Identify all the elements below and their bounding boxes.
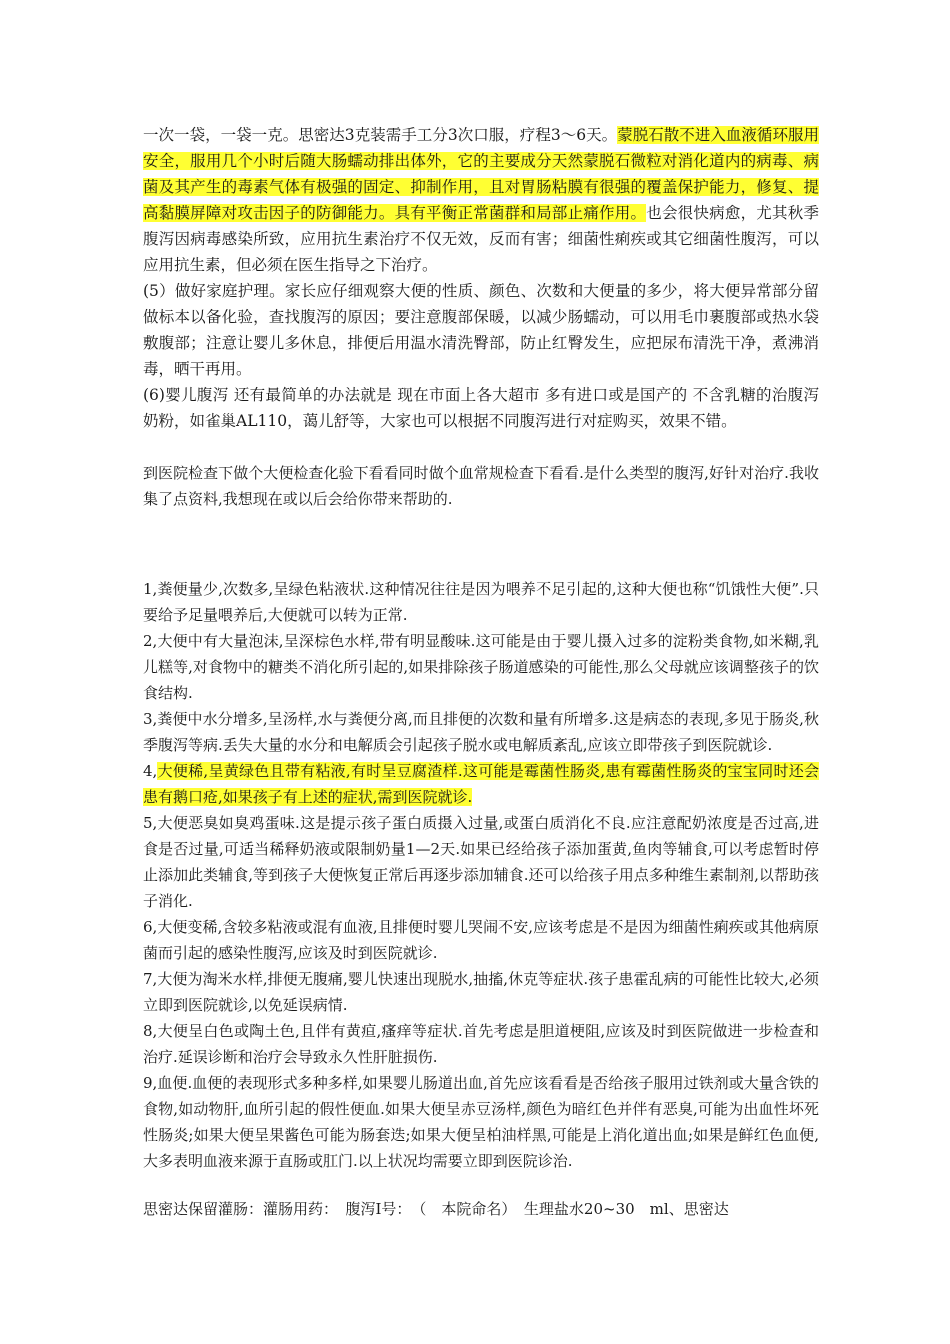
list-item: 5,大便恶臭如臭鸡蛋味.这是提示孩子蛋白质摄入过量,或蛋白质消化不良.应注意配奶浓度是否过高,进食是否过量,可适当稀释奶液或限制奶量1—2天.如果已经给孩子添加蛋黄,鱼肉等辅食,可以考虑暂时停止添加此类辅食,等到孩子大便恢复正常后再逐步添加辅食.还可以给孩子用点多种维生素制剂,以帮助孩子消化. — [143, 814, 819, 910]
highlighted-text: 蒙脱石散不进入血液循环服用安全，服用几个小时后随大肠蠕动排出体外，它的主要成分天然蒙脱石微粒对消化道内的病毒、病菌及其产生的毒素气体有极强的固定、抑制作用，且对胃肠粘膜有很强的覆盖保护能力，修复、提高黏膜屏障对攻击因子的防御能力。具有平衡正常菌群和局部止痛作用。 — [143, 126, 819, 222]
paragraph-smecta-dosage — [143, 122, 819, 278]
list-item: 9,血便.血便的表现形式多种多样,如果婴儿肠道出血,首先应该看看是否给孩子服用过铁剂或大量含铁的食物,如动物肝,血所引起的假性便血.如果大便呈赤豆汤样,颜色为暗红色并伴有恶臭,可能为出血性坏死性肠炎;如果大便呈果酱色可能为肠套迭;如果大便呈柏油样黑,可能是上消化道出血;如果是鲜红色血便,大多表明血液来源于直肠或肛门.以上状况均需要立即到医院诊治. — [143, 1074, 819, 1170]
paragraph-hospital-check: 到医院检查下做个大便检查化验下看看同时做个血常规检查下看看.是什么类型的腹泻,好针对治疗.我收集了点资料,我想现在或以后会给你带来帮助的. — [143, 464, 819, 508]
list-item: 6,大便变稀,含较多粘液或混有血液,且排便时婴儿哭闹不安,应该考虑是不是因为细菌性痢疾或其他病原菌而引起的感染性腹泻,应该及时到医院就诊. — [143, 918, 819, 962]
list-item: 2,大便中有大量泡沫,呈深棕色水样,带有明显酸味.这可能是由于婴儿摄入过多的淀粉类食物,如米糊,乳儿糕等,对食物中的糖类不消化所引起的,如果排除孩子肠道感染的可能性,那么父母就应该调整孩子的饮食结构. — [143, 632, 819, 702]
document-page — [143, 122, 819, 1222]
paragraph-formula-milk: (6)婴儿腹泻 还有最简单的办法就是 现在市面上各大超市 多有进口或是国产的 不含乳糖的治腹泻奶粉，如雀巢AL110，蔼儿舒等，大家也可以根据不同腹泻进行对症购买，效果不错。 — [143, 386, 819, 430]
list-item — [143, 758, 819, 810]
list-item: 3,粪便中水分增多,呈汤样,水与粪便分离,而且排便的次数和量有所增多.这是病态的表现,多见于肠炎,秋季腹泻等病.丢失大量的水分和电解质会引起孩子脱水或电解质紊乱,应该立即带孩子到医院就诊. — [143, 710, 819, 754]
list-item: 8,大便呈白色或陶土色,且伴有黄疸,瘙痒等症状.首先考虑是胆道梗阻,应该及时到医院做进一步检查和治疗.延误诊断和治疗会导致永久性肝脏损伤. — [143, 1022, 819, 1066]
antibiotic-text: 也会很快病愈，尤其秋季腹泻因病毒感染所致，应用抗生素治疗不仅无效，反而有害；细菌性痢疾或其它细菌性腹泻，可以应用抗生素，但必须在医生指导之下治疗。 — [143, 204, 819, 274]
paragraph-enema: 思密达保留灌肠：灌肠用药： 腹泻Ⅰ号： （ 本院命名） 生理盐水20~30 ml、思密达 — [143, 1200, 729, 1218]
spacer — [143, 512, 819, 576]
list-item: 7,大便为淘米水样,排便无腹痛,婴儿快速出现脱水,抽搐,休克等症状.孩子患霍乱病的可能性比较大,必须立即到医院就诊,以免延误病情. — [143, 970, 819, 1014]
highlighted-text: 大便稀,呈黄绿色且带有粘液,有时呈豆腐渣样.这可能是霉菌性肠炎,患有霉菌性肠炎的宝宝同时还会患有鹅口疮,如果孩子有上述的症状,需到医院就诊. — [143, 762, 819, 806]
spacer — [143, 434, 819, 460]
list-number: 4, — [143, 762, 158, 780]
dosage-text: 一次一袋，一袋一克。思密达3克装需手工分3次口服，疗程3～6天。 — [143, 126, 618, 144]
paragraph-home-care: (5）做好家庭护理。家长应仔细观察大便的性质、颜色、次数和大便量的多少，将大便异常部分留做标本以备化验，查找腹泻的原因；要注意腹部保暖，以减少肠蠕动，可以用毛巾裹腹部或热水袋敷腹部；注意让婴儿多休息，排便后用温水清洗臀部，防止红臀发生，应把尿布清洗干净，煮沸消毒，晒干再用。 — [143, 282, 819, 378]
list-item: 1,粪便量少,次数多,呈绿色粘液状.这种情况往往是因为喂养不足引起的,这种大便也称“饥饿性大便”.只要给予足量喂养后,大便就可以转为正常. — [143, 580, 819, 624]
spacer — [143, 1174, 819, 1196]
